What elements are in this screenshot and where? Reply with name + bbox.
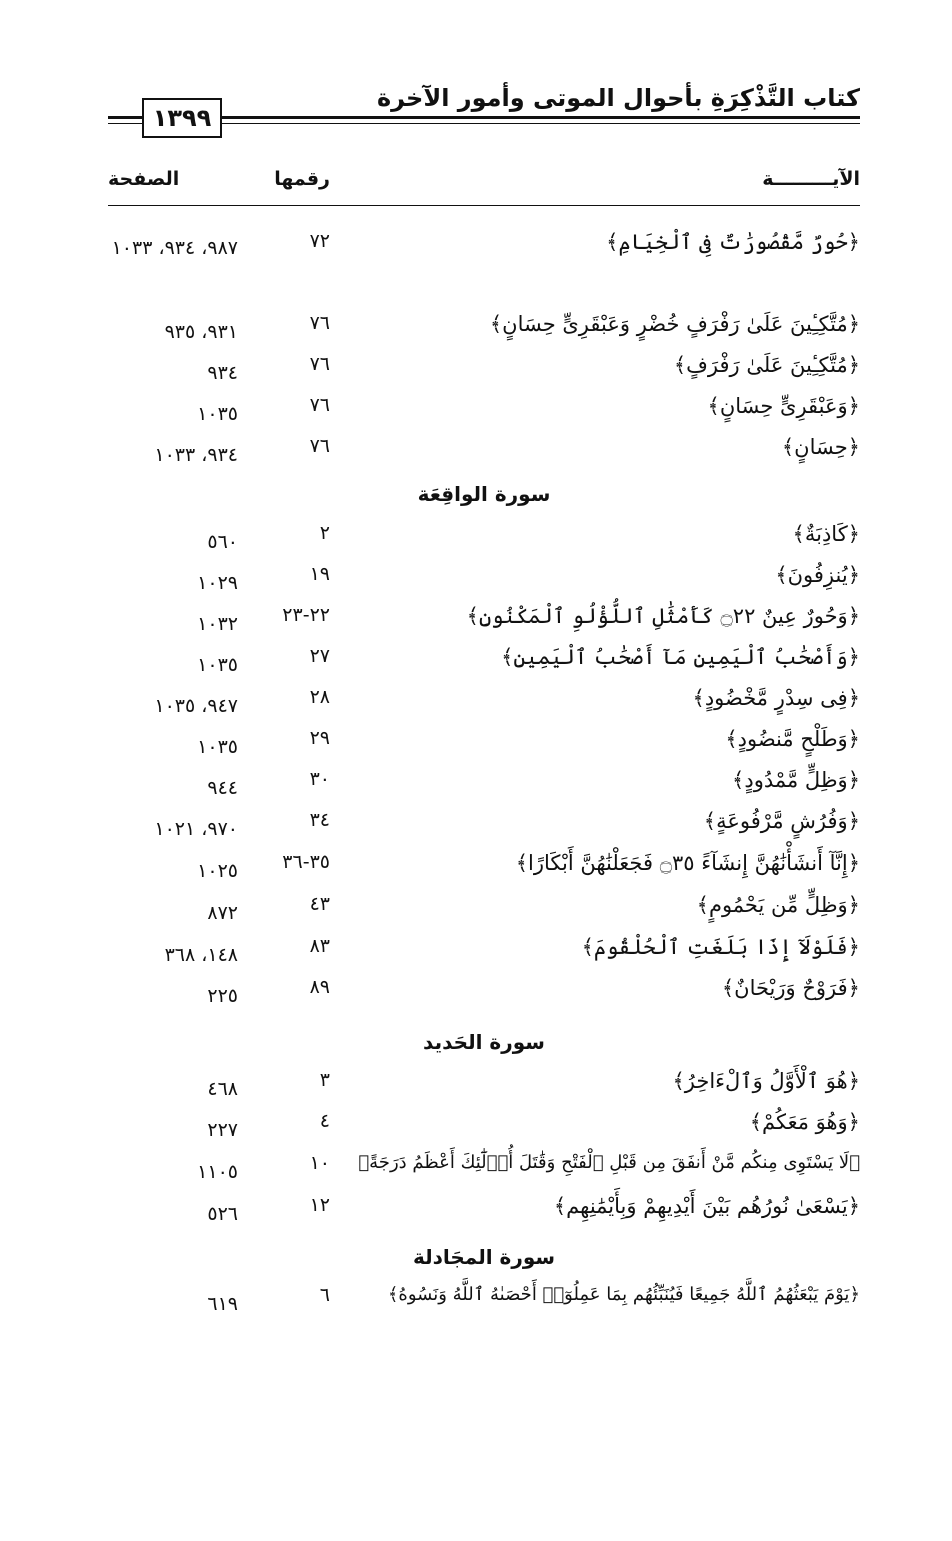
table-row (108, 768, 860, 808)
table-row (108, 1069, 860, 1109)
table-row (108, 1152, 860, 1192)
page-refs: ١٤٨، ٣٦٨ (164, 944, 238, 966)
ayah-number: ٧٦ (309, 312, 330, 334)
page-refs: ٩٧٠، ١٠٢١ (154, 818, 238, 840)
page-refs: ١٠٣٥ (197, 654, 238, 676)
page-refs: ٢٢٥ (207, 985, 238, 1007)
column-header-ayah: الآيـــــــــة (762, 168, 860, 190)
table-row (108, 563, 860, 603)
page-refs: ٩٣٤، ١٠٣٣ (154, 444, 238, 466)
surah-heading-mujadalah: سورة المجَادلة (412, 1245, 556, 1269)
ayah-text: ﴿وَظِلٍّ مِّن يَحْمُومٍ﴾ (696, 893, 860, 917)
ayah-number: ١٢ (309, 1194, 330, 1216)
table-row (108, 893, 860, 933)
ayah-text: ﴿كَاذِبَةٌ﴾ (792, 522, 860, 546)
table-row (108, 851, 860, 891)
ayah-text: ﴿حُورٌ مَّقْصُورَٰتٌ فِى ٱلْخِيَامِ﴾ (606, 230, 860, 254)
ayah-number: ٧٦ (309, 353, 330, 375)
ayah-text: ﴿يَوْمَ يَبْعَثُهُمُ ٱللَّهُ جَمِيعًا فَيُنَبِّئُهُم بِمَا عَمِلُوٓا۟ أَحْصَىٰهُ ٱللَّهُ وَنَسُوهُ﴾ (387, 1284, 860, 1305)
table-row (108, 809, 860, 849)
ayah-text: ﴿مُتَّكِـِٔينَ عَلَىٰ رَفْرَفٍ خُضْرٍ وَعَبْقَرِىٍّ حِسَانٍ﴾ (489, 312, 860, 336)
page-refs: ١٠٢٩ (197, 572, 238, 594)
table-row (108, 435, 860, 475)
ayah-number: ٢٩ (309, 727, 330, 749)
ayah-text: ﴿وَظِلٍّ مَّمْدُودٍ﴾ (732, 768, 860, 792)
ayah-number: ٣٤ (309, 809, 330, 831)
ayah-text: ﴿وَأَصْحَٰبُ ٱلْيَمِينِ مَآ أَصْحَٰبُ ٱلْيَمِينِ﴾ (501, 645, 860, 669)
column-header-rule (108, 205, 860, 206)
ayah-number: ٢٧ (309, 645, 330, 667)
ayah-text: ﴿فَلَوْلَآ إِذَا بَلَغَتِ ٱلْحُلْقُومَ﴾ (581, 935, 860, 959)
ayah-number: ٤٣ (309, 893, 330, 915)
ayah-number: ١٠ (309, 1152, 330, 1174)
page-refs: ٢٢٧ (207, 1119, 238, 1141)
ayah-text: ﴿فَرَوْحٌ وَرَيْحَانٌ﴾ (721, 976, 860, 1000)
ayah-text: ﴿لَا يَسْتَوِى مِنكُم مَّنْ أَنفَقَ مِن قَبْلِ ٱلْفَتْحِ وَقَٰتَلَ أُو۟لَٰٓئِكَ أَعْظَمُ دَرَجَةً﴾ (358, 1152, 860, 1173)
ayah-text: ﴿وَعَبْقَرِىٍّ حِسَانٍ﴾ (707, 394, 860, 418)
page-refs: ١٠٣٢ (197, 613, 238, 635)
page-refs: ٥٢٦ (207, 1203, 238, 1225)
ayah-number: ٧٢ (309, 230, 330, 252)
page-refs: ١١٠٥ (197, 1161, 238, 1183)
ayah-number: ٧٦ (309, 435, 330, 457)
ayah-text: ﴿وَفُرُشٍ مَّرْفُوعَةٍ﴾ (703, 809, 860, 833)
ayah-text: ﴿هُوَ ٱلْأَوَّلُ وَٱلْءَاخِرُ﴾ (672, 1069, 860, 1093)
surah-heading-waqiah: سورة الواقِعَة (417, 482, 551, 506)
table-row (108, 727, 860, 767)
page-number: ١٣٩٩ (142, 98, 222, 138)
page-refs: ٥٦٠ (207, 531, 238, 553)
table-row (108, 1194, 860, 1234)
ayah-text: ﴿وَطَلْحٍ مَّنضُودٍ﴾ (725, 727, 860, 751)
page-refs: ١٠٣٥ (197, 403, 238, 425)
ayah-number: ٧٦ (309, 394, 330, 416)
page-refs: ٤٦٨ (207, 1078, 238, 1100)
page-refs: ٩٣٤ (207, 362, 238, 384)
page-refs: ٩٤٤ (207, 777, 238, 799)
ayah-number: ٨٣ (309, 935, 330, 957)
book-title: كتاب التَّذْكِرَةِ بأحوال الموتى وأمور الآخرة (376, 84, 860, 112)
page-refs: ١٠٣٥ (197, 736, 238, 758)
column-header-number: رقمها (274, 168, 330, 190)
page-refs: ٩٤٧، ١٠٣٥ (154, 695, 238, 717)
table-row (108, 935, 860, 975)
table-row (108, 230, 860, 270)
table-row (108, 604, 860, 644)
table-row (108, 976, 860, 1016)
surah-heading-hadid: سورة الحَديد (423, 1030, 545, 1054)
ayah-number: ١٩ (309, 563, 330, 585)
table-row (108, 394, 860, 434)
ayah-number: ٢٢-٢٣ (282, 604, 330, 626)
ayah-number: ٨٩ (309, 976, 330, 998)
table-row (108, 522, 860, 562)
ayah-number: ٣ (319, 1069, 330, 1091)
ayah-text: ﴿مُتَّكِـِٔينَ عَلَىٰ رَفْرَفٍ﴾ (673, 353, 860, 377)
table-row (108, 353, 860, 393)
page-refs: ٨٧٢ (207, 902, 238, 924)
ayah-text: ﴿يَسْعَىٰ نُورُهُم بَيْنَ أَيْدِيهِمْ وَبِأَيْمَٰنِهِم﴾ (553, 1194, 860, 1218)
ayah-text: ﴿وَهُوَ مَعَكُمْ﴾ (749, 1110, 860, 1134)
ayah-text: ﴿فِى سِدْرٍ مَّخْضُودٍ﴾ (692, 686, 860, 710)
ayah-number: ٦ (319, 1284, 330, 1306)
ayah-number: ٢٨ (309, 686, 330, 708)
table-row (108, 686, 860, 726)
ayah-text: ﴿وَحُورٌ عِينٌ ۝٢٢ كَأَمْثَٰلِ ٱللُّؤْلُوِ ٱلْمَكْنُونِ﴾ (466, 604, 860, 628)
ayah-number: ٤ (319, 1110, 330, 1132)
ayah-text: ﴿إِنَّآ أَنشَأْنَٰهُنَّ إِنشَآءً ۝٣٥ فَجَعَلْنَٰهُنَّ أَبْكَارًا﴾ (515, 851, 860, 875)
ayah-text: ﴿حِسَانٍ﴾ (781, 435, 860, 459)
page-refs: ١٠٢٥ (197, 860, 238, 882)
ayah-number: ٣٥-٣٦ (282, 851, 330, 873)
ayah-text: ﴿يُنزِفُونَ﴾ (775, 563, 860, 587)
ayah-number: ٣٠ (309, 768, 330, 790)
table-row (108, 1284, 860, 1324)
page-refs: ٦١٩ (207, 1293, 238, 1315)
page-refs: ٩٣١، ٩٣٥ (164, 321, 238, 343)
table-row (108, 645, 860, 685)
table-row (108, 1110, 860, 1150)
page-refs: ٩٨٧، ٩٣٤، ١٠٣٣ (111, 237, 238, 259)
column-header-page: الصفحة (108, 168, 180, 190)
table-row (108, 312, 860, 352)
ayah-number: ٢ (319, 522, 330, 544)
